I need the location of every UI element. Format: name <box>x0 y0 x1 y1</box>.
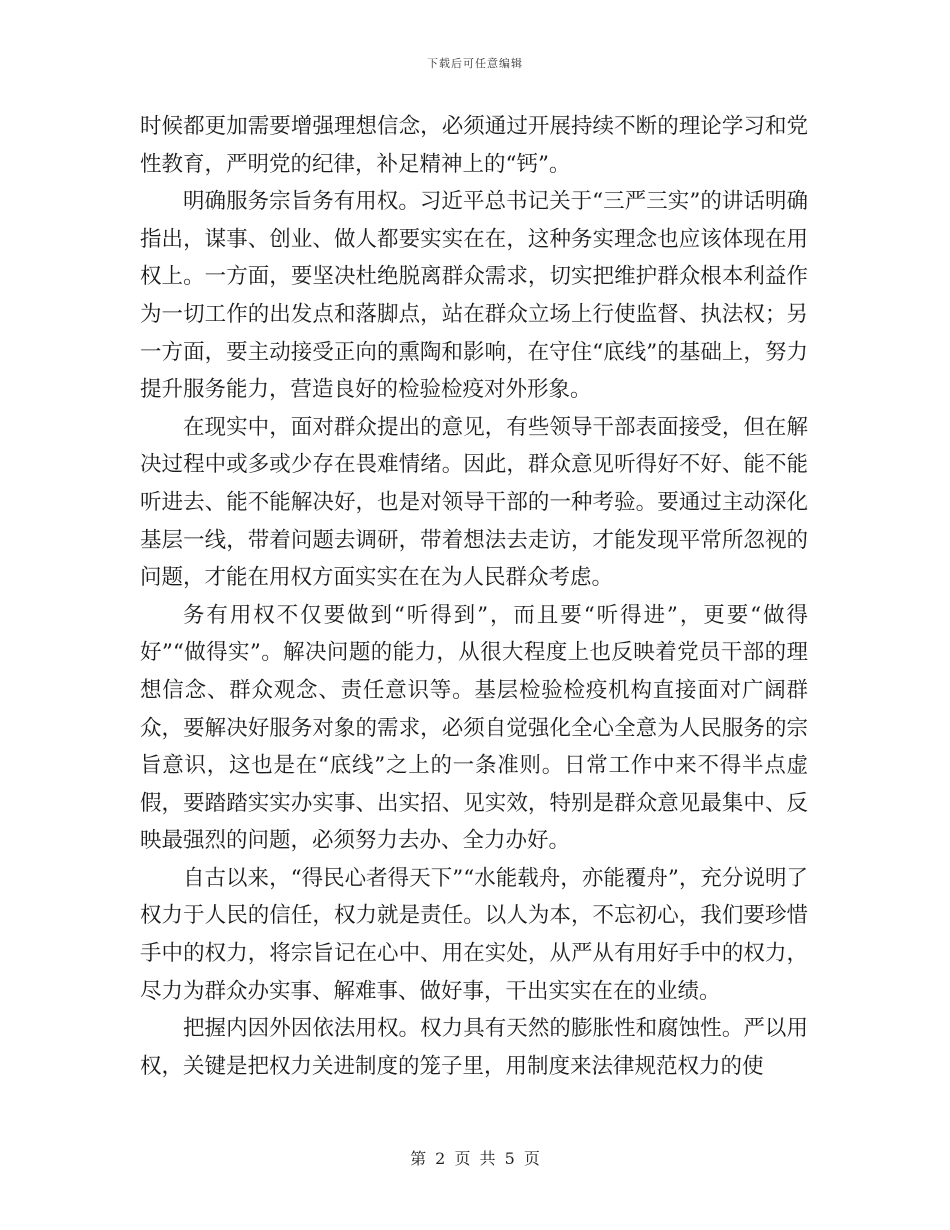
page-footer <box>0 1146 950 1169</box>
paragraph-4: 务有用权不仅要做到“听得到”，而且要“听得进”，更要“做得好”“做得实”。解决问题的能力，从很大程度上也反映着党员干部的理想信念、群众观念、责任意识等。基层检验检疫机构直接面对广阔群众，要解决好服务对象的需求，必须自觉强化全心全意为人民服务的宗旨意识，这也是在“底线”之上的一条准则。日常工作中来不得半点虚假，要踏踏实实办实事、出实招、见实效，特别是群众意见最集中、反映最强烈的问题，必须努力去办、全力办好。 <box>140 602 808 854</box>
paragraph-3: 在现实中，面对群众提出的意见，有些领导干部表面接受，但在解决过程中或多或少存在畏难情绪。因此，群众意见听得好不好、能不能听进去、能不能解决好，也是对领导干部的一种考验。要通过主动深化基层一线，带着问题去调研，带着想法去走访，才能发现平常所忽视的问题，才能在用权方面实实在在为人民群众考虑。 <box>140 414 808 591</box>
page-header <box>0 55 950 71</box>
paragraph-1: 时候都更加需要增强理想信念，必须通过开展持续不断的理论学习和党性教育，严明党的纪律，补足精神上的“钙”。 <box>140 114 808 177</box>
page-number: 第 2 页 共 5 页 <box>410 1149 540 1168</box>
document-body <box>140 108 808 1085</box>
paragraph-2: 明确服务宗旨务有用权。习近平总书记关于“三严三实”的讲话明确指出，谋事、创业、做人都要实实在在，这种务实理念也应该体现在用权上。一方面，要坚决杜绝脱离群众需求，切实把维护群众根本利益作为一切工作的出发点和落脚点，站在群众立场上行使监督、执法权；另一方面，要主动接受正向的熏陶和影响，在守住“底线”的基础上，努力提升服务能力，营造良好的检验检疫对外形象。 <box>140 189 808 403</box>
paragraph-5: 自古以来，“得民心者得天下”“水能载舟，亦能覆舟”，充分说明了权力于人民的信任，权力就是责任。以人为本，不忘初心，我们要珍惜手中的权力，将宗旨记在心中、用在实处，从严从有用好手中的权力，尽力为群众办实事、解难事、做好事，干出实实在在的业绩。 <box>140 865 808 1004</box>
header-note: 下载后可任意编辑 <box>427 57 523 70</box>
paragraph-6: 把握内因外因依法用权。权力具有天然的膨胀性和腐蚀性。严以用权，关键是把权力关进制度的笼子里，用制度来法律规范权力的使 <box>140 1016 808 1079</box>
